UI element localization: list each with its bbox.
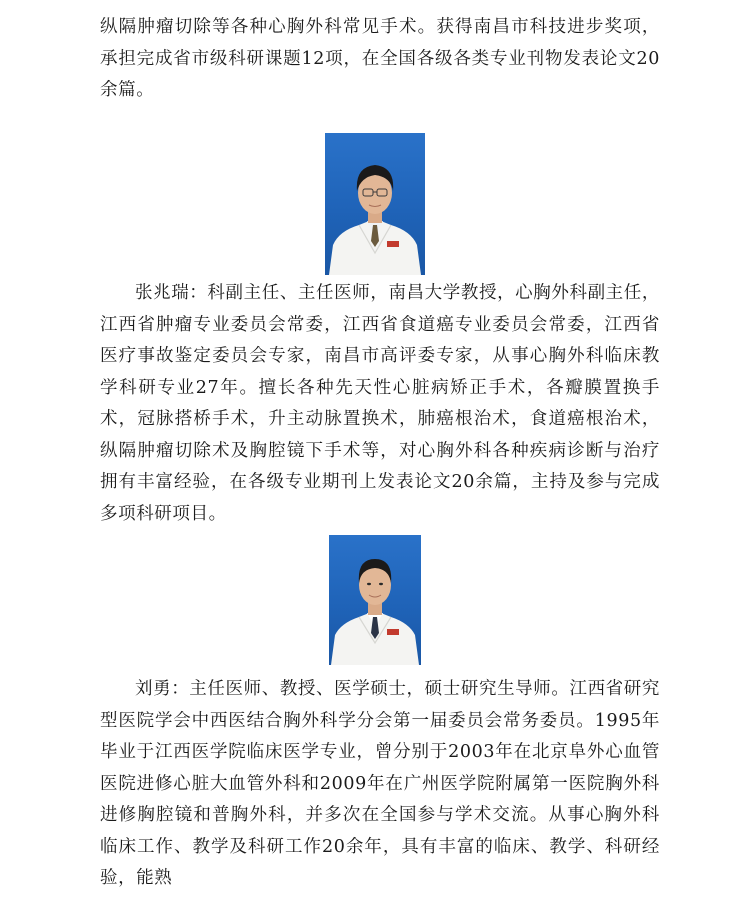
paragraph-zhang-zhaorui: 张兆瑞：科副主任、主任医师，南昌大学教授，心胸外科副主任，江西省肿瘤专业委员会常委，江西省食道癌专业委员会常委，江西省医疗事故鉴定委员会专家，南昌市高评委专家，从事心胸外科临床教学科研专业27年。擅长各种先天性心脏病矫正手术，各瓣膜置换手术，冠脉搭桥手术，升主动脉置换术，肺癌根治术，食道癌根治术，纵隔肿瘤切除术及胸腔镜下手术等，对心胸外科各种疾病诊断与治疗拥有丰富经验，在各级专业期刊上发表论文20余篇，主持及参与完成多项科研项目。	[100, 283, 660, 524]
doctor-portrait-liu-yong	[329, 535, 421, 665]
portrait-figure-1	[325, 133, 425, 275]
portrait-figure-2	[329, 535, 421, 665]
doctor-portrait-zhang-zhaorui	[325, 133, 425, 275]
paragraph-intro-continued: 纵隔肿瘤切除等各种心胸外科常见手术。获得南昌市科技进步奖项，承担完成省市级科研课题12项，在全国各级各类专业刊物发表论文20余篇。	[100, 17, 660, 100]
paragraph-liu-yong: 刘勇：主任医师、教授、医学硕士，硕士研究生导师。江西省研究型医院学会中西医结合胸外科学分会第一届委员会常务委员。1995年毕业于江西医学院临床医学专业，曾分别于2003年在北京阜外心血管医院进修心脏大血管外科和2009年在广州医学院附属第一医院胸外科进修胸腔镜和普胸外科，并多次在全国参与学术交流。从事心胸外科临床工作、教学及科研工作20余年，具有丰富的临床、教学、科研经验，能熟	[100, 679, 660, 888]
